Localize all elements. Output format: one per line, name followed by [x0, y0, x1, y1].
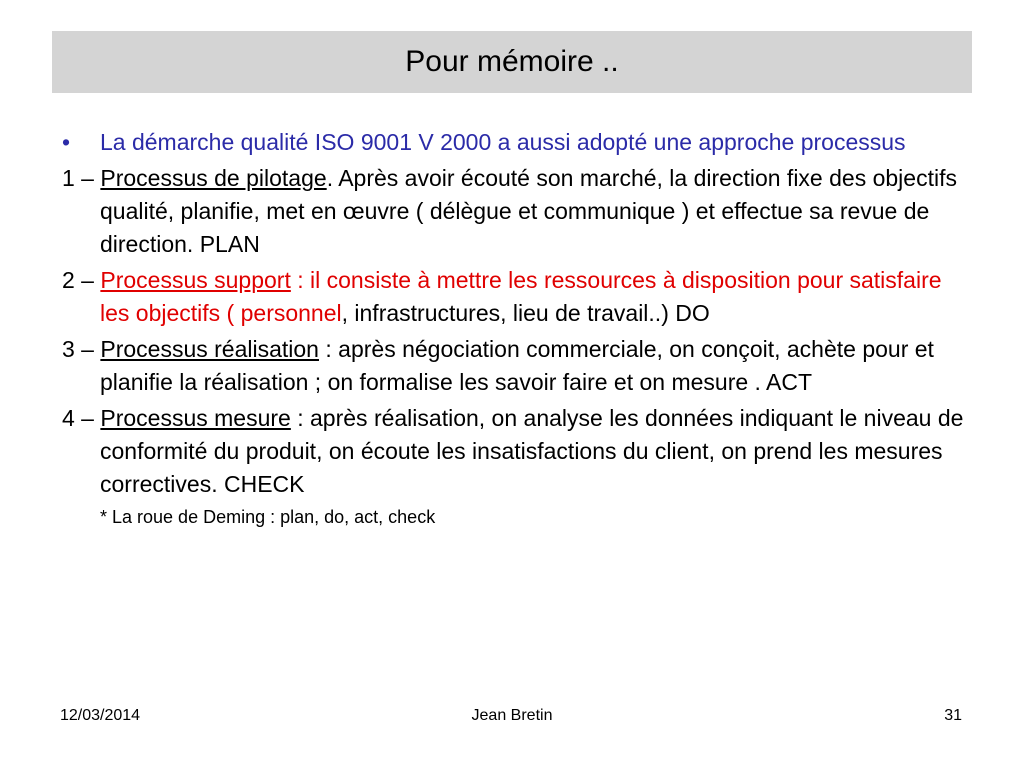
item-text: : après réalisation, on analyse les données indiquant le niveau de conformité du produit, on écoute les insatisfactions du client, on prend les mesures correctives. CHECK — [100, 405, 964, 497]
bullet-icon: • — [62, 129, 71, 155]
item-term: Processus réalisation — [100, 336, 319, 362]
title-bar — [52, 31, 972, 93]
item-prefix: 3 – — [62, 336, 101, 362]
item-term: Processus support — [100, 267, 291, 293]
item-prefix: 2 – — [62, 267, 101, 293]
item-red-text: : il consiste à mettre les ressources à disposition pour satisfaire les objectifs ( personnel — [100, 267, 942, 326]
item-term: Processus mesure — [100, 405, 291, 431]
process-item-mesure — [62, 402, 972, 501]
bullet-paragraph — [62, 126, 972, 159]
item-prefix: 4 – — [62, 405, 101, 431]
process-item-pilotage — [62, 162, 972, 261]
footer-author: Jean Bretin — [471, 707, 553, 724]
item-text: . Après avoir écouté son marché, la direction fixe des objectifs qualité, planifie, met en œuvre ( délègue et communique ) et effectue sa revue de direction. PLAN — [100, 165, 957, 257]
item-prefix: 1 – — [62, 165, 101, 191]
bullet-text: La démarche qualité ISO 9001 V 2000 a aussi adopté une approche processus — [100, 129, 906, 155]
deming-note: * La roue de Deming : plan, do, act, check — [100, 507, 436, 527]
process-item-realisation — [62, 333, 972, 399]
item-text: : après négociation commerciale, on conçoit, achète pour et planifie la réalisation ; on formalise les savoir faire et on mesure . ACT — [100, 336, 934, 395]
footer-date: 12/03/2014 — [60, 707, 141, 724]
slide-title: Pour mémoire .. — [405, 45, 619, 78]
item-text: , infrastructures, lieu de travail..) DO — [341, 300, 710, 326]
item-term: Processus de pilotage — [100, 165, 327, 191]
slide-content — [62, 126, 972, 530]
footer-page-number: 31 — [944, 707, 962, 724]
process-item-support — [62, 264, 972, 330]
